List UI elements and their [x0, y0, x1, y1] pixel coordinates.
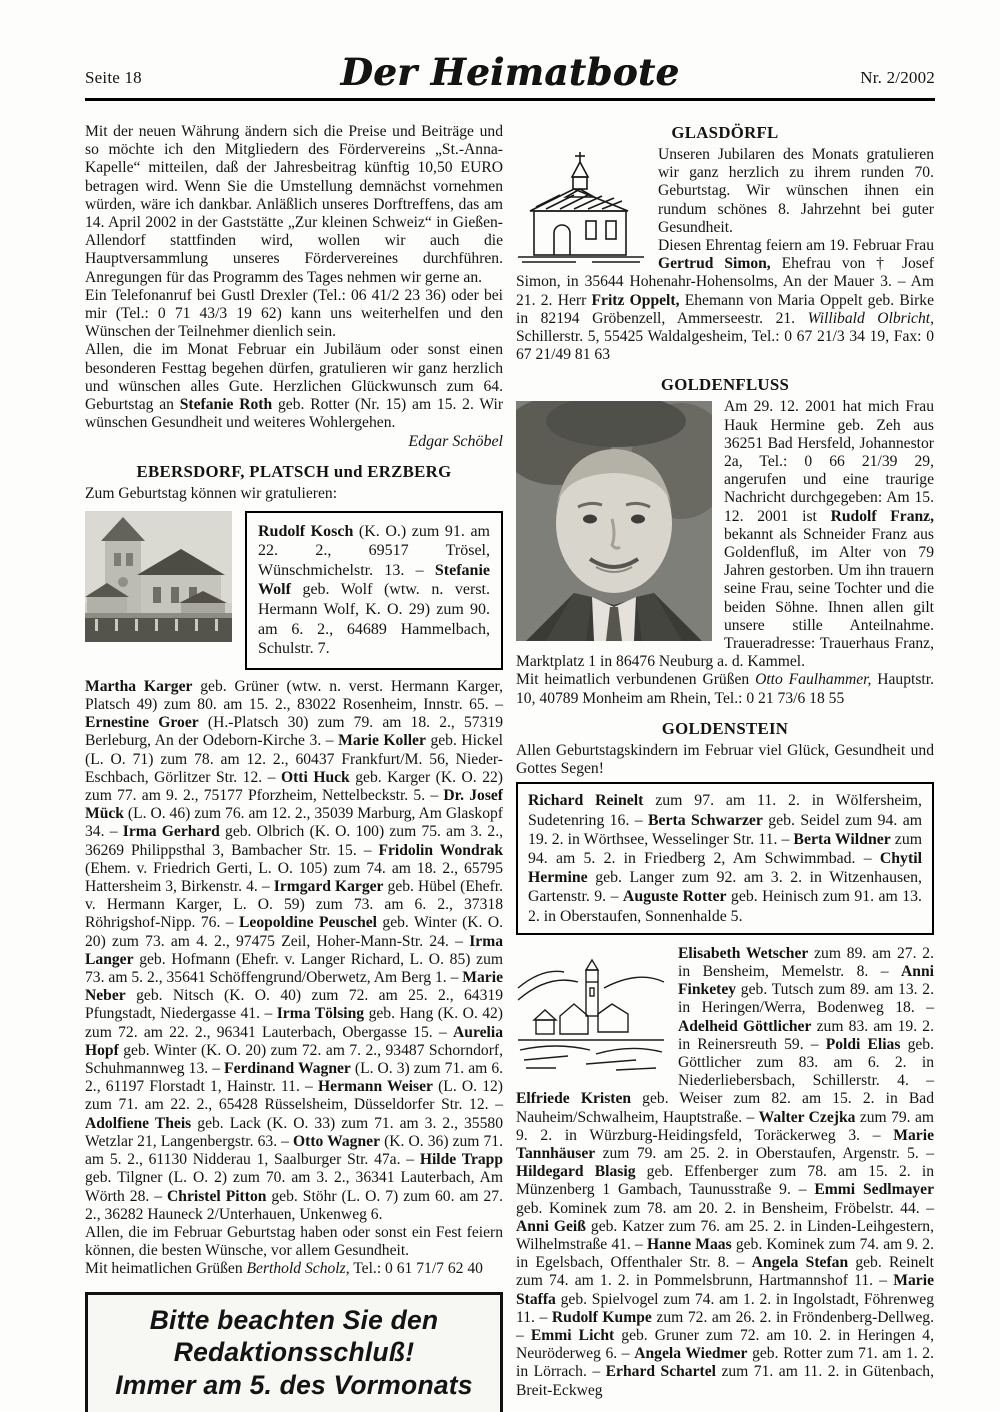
kosch-wolf-box: Rudolf Kosch (K. O.) zum 91. am 22. 2., 69517 Trösel, Wünschmichelstr. 13. – Stefanie Wolf geb. Wolf (wtw. n. verst. Hermann Wolf, K. O. 29) zum 90. am 6. 2., 64689 Hammelbach, Schulstr. 7.	[245, 511, 503, 670]
left-column	[85, 123, 503, 1412]
page-header	[85, 46, 935, 94]
glasdoerfl-paragraph-1: Unseren Jubilaren des Monats gratulieren wir ganz herzlich zu ihrem runden 70. Geburtstag. Wir wünschen ihnen ein rundum schönes 8. Jahrzehnt bei guter Gesundheit.	[658, 146, 934, 236]
church-photo	[85, 511, 232, 670]
ebersdorf-regards: Mit heimatlichen Grüßen Berthold Scholz, Tel.: 0 61 71/7 62 40	[85, 1260, 483, 1278]
goldenfluss-paragraph-1: Am 29. 12. 2001 hat mich Frau Hauk Hermine geb. Zeh aus 36251 Bad Hersfeld, Johannestor 2a, Tel.: 0 66 21/39 29, angerufen und eine traurige Nachricht durchgegeben: Am 15. 12. 2001 ist Rudolf Franz, bekannt als Schneider Franz aus Goldenfluß, im Alter von 79 Jahren gestorben. Um ihn trauern seine Frau, seine Tochter und die beiden Söhne. Ihnen allen gilt unsere stille Anteilnahme. Traueradresse: Trauerhaus Franz, Marktplatz 1 in 86476 Neuburg a. d. Kammel.	[516, 398, 935, 671]
glasdoerfl-paragraph-2: Diesen Ehrentag feiern am 19. Februar Frau Gertrud Simon, Ehefrau von † Josef Simon, in 35644 Hohenahr-Hohensolms, An der Mauer 3. – Am 21. 2. Herr Fritz Oppelt, Ehemann von Maria Oppelt geb. Birke in 82194 Gröbenzell, Ammerseestr. 21. Willibald Olbricht, Schillerstr. 5, 55425 Waldalgesheim, Tel.: 0 67 21/3 34 19, Fax: 0 67 21/49 81 63	[516, 237, 934, 364]
redaktionsschluss-notice-box	[85, 1292, 503, 1412]
section-heading-glasdoerfl: GLASDÖRFL	[671, 123, 779, 142]
ebersdorf-lead: Zum Geburtstag können wir gratulieren:	[85, 485, 338, 503]
signature-edgar-schoebel: Edgar Schöbel	[408, 433, 503, 451]
section-heading-goldenstein: GOLDENSTEIN	[661, 718, 789, 738]
masthead-title: Der Heimatbote	[340, 50, 680, 94]
notice-line-1: Bitte beachten Sie den	[149, 1304, 439, 1335]
church-photo-graphic	[85, 511, 232, 642]
goldenfluss-paragraph-2: Mit heimatlich verbundenen Grüßen Otto Faulhammer, Hauptstr. 10, 40789 Monheim am Rhein, Tel.: 0 21 73/6 18 55	[516, 671, 934, 707]
ebersdorf-row	[85, 511, 503, 670]
reinelt-box: Richard Reinelt zum 97. am 11. 2. in Wölfersheim, Sudetenring 16. – Berta Schwarzer geb. Seidel zum 94. am 19. 2. in Wörthsee, Wesselinger Str. 11. – Berta Wildner zum 94. am 5. 2. in Friedberg 2, Am Schwimmbad. – Chytil Hermine geb. Langer zum 92. am 3. 2. in Witzenhausen, Gartenstr. 9. – Auguste Rotter geb. Heinisch zum 91. am 13. 2. in Oberstaufen, Sonnenhalde 5.	[516, 782, 934, 934]
section-heading-goldenfluss: GOLDENFLUSS	[660, 375, 790, 395]
goldenstein-list-section	[516, 945, 934, 1400]
phone-paragraph: Ein Telefonanruf bei Gustl Drexler (Tel.: 06 41/2 23 36) oder bei mir (Tel.: 0 71 43/3 19 62) kann uns weiterhelfen und den Wünschen der Teilnehmer dienlich sein.	[85, 286, 503, 341]
portrait-photo	[516, 401, 712, 641]
portrait-photo-graphic	[516, 401, 712, 641]
notice-line-2: Redaktionsschluß!	[173, 1337, 415, 1368]
right-column	[516, 123, 934, 1412]
village-drawing	[516, 948, 666, 1074]
issue-number: Nr. 2/2002	[860, 68, 935, 87]
goldenstein-lead: Allen Geburtstagskindern im Februar viel Glück, Gesundheit und Gottes Segen!	[516, 741, 934, 778]
chapel-drawing	[516, 149, 646, 267]
column-layout	[85, 123, 935, 1412]
ebersdorf-birthday-list: Martha Karger geb. Grüner (wtw. n. verst. Hermann Karger, Platsch 49) zum 80. am 15. 2., 83022 Rosenheim, Innstr. 65. – Ernestine Groer (H.-Platsch 30) zum 79. am 18. 2., 57319 Berleburg, An der Odeborn-Kirche 3. – Marie Koller geb. Hickel (L. O. 71) zum 78. am 12. 2., 60437 Frankfurt/M. 56, Nieder-Eschbach, Görlitzer Str. 12. – Otti Huck geb. Karger (K. O. 22) zum 77. am 9. 2., 75177 Pforzheim, Nettelbeckstr. 5. – Dr. Josef Mück (L. O. 46) zum 76. am 12. 2., 35039 Marburg, Am Glaskopf 34. – Irma Gerhard geb. Olbrich (K. O. 100) zum 75. am 3. 2., 36269 Philippsthal 3, Bambacher Str. 15. – Fridolin Wondrak (Ehem. v. Friedrich Gerti, L. O. 105) zum 74. am 18. 2., 65795 Hattersheim 3, Birkenstr. 4. – Irmgard Karger geb. Hübel (Ehefr. v. Hermann Karger, L. O. 59) zum 73. am 6. 2., 37318 Röhrigshof-Nipp. 76. – Leopoldine Peuschel geb. Winter (K. O. 20) zum 73. am 4. 2., 97475 Zeil, Hoher-Mann-Str. 24. – Irma Langer geb. Hofmann (Ehefr. v. Langer Richard, L. O. 85) zum 73. am 5. 2., 35641 Schöffengrund/Oberwetz, Am Berg 1. – Marie Neber geb. Nitsch (K. O. 40) zum 72. am 25. 2., 64319 Pfungstadt, Niedergasse 41. – Irma Tölsing geb. Hang (K. O. 42) zum 72. am 22. 2., 96341 Lauterbach, Obergasse 15. – Aurelia Hopf geb. Winter (K. O. 20) zum 72. am 7. 2., 93487 Schorndorf, Schuhmannweg 13. – Ferdinand Wagner (L. O. 3) zum 71. am 6. 2., 61197 Florstadt 1, Hainstr. 11. – Hermann Weiser (L. O. 12) zum 71. am 22. 2., 65428 Rüsselsheim, Düsseldorfer Str. 12. – Adolfiene Theis geb. Lack (K. O. 33) zum 71. am 3. 2., 35580 Wetzlar 21, Langenbergstr. 63. – Otto Wagner (K. O. 36) zum 71. am 5. 2., 61130 Nidderau 1, Saalburger Str. 47a. – Hilde Trapp geb. Tilgner (L. O. 2) zum 70. am 3. 2., 36341 Lauterbach, Am Wörth 28. – Christel Pitton geb. Stöhr (L. O. 7) zum 60. am 27. 2., 36282 Hauneck 2/Unterhauen, Unkenweg 6.	[85, 677, 504, 1223]
goldenfluss-section	[516, 398, 934, 707]
chapel-drawing-graphic	[516, 149, 646, 267]
village-drawing-graphic	[516, 948, 666, 1074]
notice-line-3: Immer am 5. des Vormonats	[115, 1370, 473, 1401]
section-heading-ebersdorf: EBERSDORF, PLATSCH und ERZBERG	[136, 462, 452, 482]
header-rule	[85, 98, 935, 101]
ebersdorf-closing: Allen, die im Februar Geburtstag haben oder sonst ein Fest feiern können, die besten Wünsche, vor allem Gesundheit.	[85, 1223, 503, 1260]
february-congrats-paragraph: Allen, die im Monat Februar ein Jubiläum oder sonst einen besonderen Festtag begehen dürfen, gratulieren wir ganz herzlich und wünschen alles Gute. Herzlichen Glückwunsch zum 64. Geburtstag an Stefanie Roth geb. Rotter (Nr. 15) am 15. 2. Wir wünschen Gesundheit und weiteres Wohlergehen.	[85, 341, 504, 432]
goldenstein-birthday-list: Elisabeth Wetscher zum 89. am 27. 2. in Bensheim, Memelstr. 8. – Anni Finketey geb. Tutsch zum 89. am 13. 2. in Heringen/Werra, Bodenweg 18. – Adelheid Göttlicher zum 83. am 19. 2. in Reinersreuth 59. – Poldi Elias geb. Göttlicher zum 83. am 6. 2. in Niederliebersbach, Schillerstr. 4. – Elfriede Kristen geb. Weiser zum 82. am 15. 2. in Bad Nauheim/Schwalheim, Hauptstraße. – Walter Czejka zum 79. am 9. 2. in Würzburg-Heidingsfeld, Toräckerweg 3. – Marie Tannhäuser zum 79. am 25. 2. in Oberstaufen, Argenstr. 5. – Hildegard Blasig geb. Effenberger zum 78. am 15. 2. in Münzenberg 1 Gambach, Taunusstraße 9. – Emmi Sedlmayer geb. Kominek zum 78. am 20. 2. in Bensheim, Fröbelstr. 44. – Anni Geiß geb. Katzer zum 76. am 25. 2. in Linden-Leihgestern, Wilhelmstraße 41. – Hanne Maas geb. Kominek zum 74. am 9. 2. in Egelsbach, Offenthaler Str. 8. – Angela Stefan geb. Reinelt zum 74. am 1. 2. in Pommelsbrunn, Hartmannshof 11. – Marie Staffa geb. Spielvogel zum 74. am 1. 2. in Ingolstadt, Föhrenweg 11. – Rudolf Kumpe zum 72. am 26. 2. in Fröndenberg-Dellweg. – Emmi Licht geb. Gruner zum 72. am 10. 2. in Heringen 4, Neuröderweg 6. – Angela Wiedmer geb. Rotter zum 71. am 1. 2. in Lörrach. – Erhard Schartel zum 71. am 11. 2. in Gütenbach, Breit-Eckweg	[516, 944, 935, 1399]
stanna-paragraph: Mit der neuen Währung ändern sich die Preise und Beiträge und so möchte ich den Mitgliedern des Fördervereins „St.-Anna-Kapelle“ mitteilen, daß der Jahresbeitrag künftig 10,50 EURO betragen wird. Wenn Sie die Umstellung demnächst vornehmen würden, wäre ich dankbar. Anläßlich unseres Dorftreffens, das am 14. April 2002 in der Gaststätte „Zur kleinen Schweiz“ in Gießen-Allendorf stattfinden wird, wollen wir auch die Hauptversammlung unseres Fördervereines durchführen. Anregungen für das Programm des Tages nehmen wir gerne an.	[85, 123, 503, 286]
page-number: Seite 18	[85, 68, 142, 87]
glasdoerfl-section	[516, 146, 934, 364]
